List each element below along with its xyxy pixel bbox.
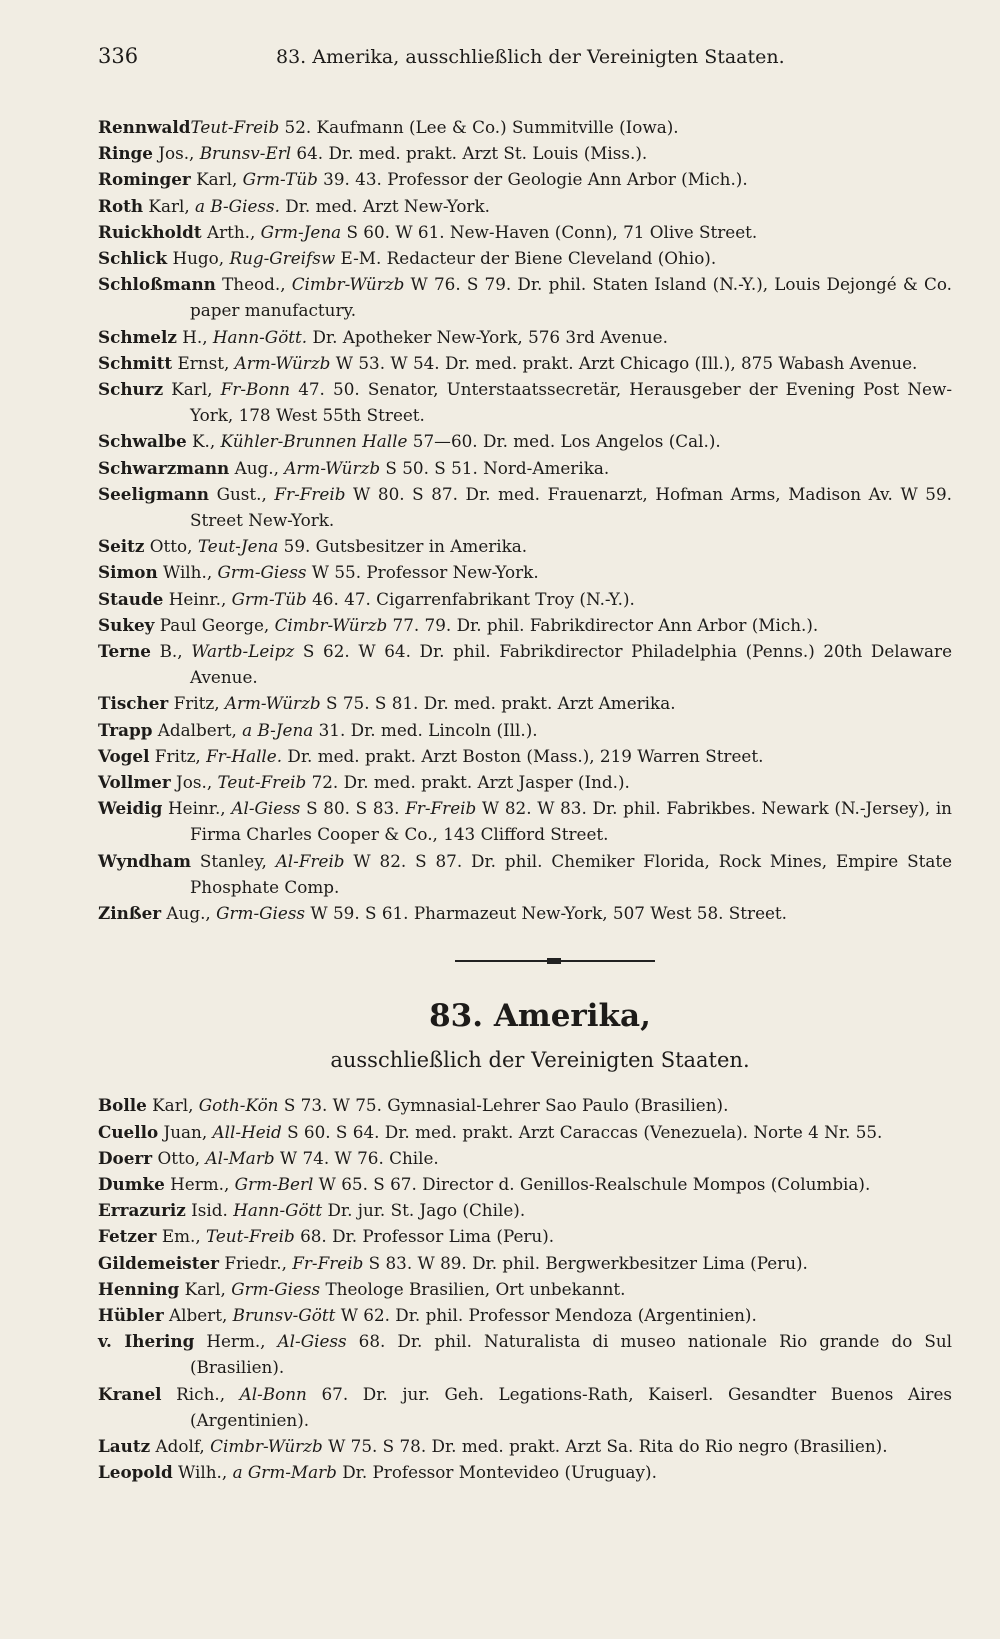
- directory-entry: [98, 1459, 952, 1485]
- entry-text: Adolf,: [150, 1435, 211, 1456]
- entry-name: Schlick: [98, 248, 168, 269]
- entry-name: Sukey: [98, 614, 155, 635]
- entry-text: W 76. S 79. Dr. phil. Staten Island (N.-Y.), Louis Dejongé & Co. paper manufactury.: [190, 274, 952, 321]
- entry-affiliation: Rug-Greifsw: [229, 248, 336, 269]
- entry-affiliation: Teut-Freib: [205, 1226, 295, 1247]
- entry-affiliation: Cimbr-Würzb: [291, 274, 405, 295]
- entry-text: 57—60. Dr. med. Los Angelos (Cal.).: [407, 431, 721, 452]
- directory-entry: [98, 612, 952, 638]
- entry-text: Aug.,: [161, 903, 217, 924]
- entry-name: Doerr: [98, 1147, 153, 1168]
- entry-text: Arth.,: [201, 221, 261, 242]
- directory-entry: [98, 690, 952, 716]
- section-title: 83. Amerika,: [429, 998, 651, 1035]
- entry-text: Paul George,: [154, 614, 275, 635]
- directory-entry: [98, 166, 952, 192]
- running-title: 83. Amerika, ausschließlich der Vereinigten Staaten.: [276, 46, 785, 68]
- entry-text: Hugo,: [167, 248, 230, 269]
- entry-affiliation: Kühler-Brunnen Halle: [220, 431, 408, 452]
- entry-name: Roth: [98, 195, 144, 216]
- directory-entry: [98, 1145, 952, 1171]
- entry-text: Aug.,: [229, 457, 285, 478]
- entry-affiliation: Grm-Tüb: [242, 169, 318, 190]
- entry-name: Ruickholdt: [98, 221, 202, 242]
- entry-text: W 53. W 54. Dr. med. prakt. Arzt Chicago (Ill.), 875 Wabash Avenue.: [330, 352, 918, 373]
- entry-text: Em.,: [156, 1226, 206, 1247]
- entry-name: Schloßmann: [98, 274, 216, 295]
- entry-text: S 73. W 75. Gymnasial-Lehrer Sao Paulo (Brasilien).: [278, 1095, 729, 1116]
- entry-name: Henning: [98, 1278, 180, 1299]
- entry-name: Terne: [98, 641, 151, 662]
- directory-entry: [98, 481, 952, 533]
- entry-text: Dr. Professor Montevideo (Uruguay).: [336, 1462, 657, 1483]
- entry-name: Simon: [98, 562, 158, 583]
- entry-name: Hübler: [98, 1304, 164, 1325]
- directory-entry: [98, 638, 952, 690]
- directory-entry: [98, 1302, 952, 1328]
- entry-name: Staude: [98, 588, 164, 609]
- section-subtitle: ausschließlich der Vereinigten Staaten.: [330, 1048, 750, 1073]
- entry-affiliation: Grm-Jena: [260, 221, 342, 242]
- entry-text: W 74. W 76. Chile.: [274, 1147, 439, 1168]
- page-number: 336: [98, 44, 139, 68]
- directory-entry: [98, 533, 952, 559]
- entry-text: 64. Dr. med. prakt. Arzt St. Louis (Miss.).: [291, 143, 648, 164]
- entry-text: W 65. S 67. Director d. Genillos-Realschule Mompos (Columbia).: [313, 1173, 871, 1194]
- entry-affiliation: Cimbr-Würzb: [274, 614, 388, 635]
- entry-text: Dr. med. Arzt New-York.: [279, 195, 490, 216]
- entry-text: 77. 79. Dr. phil. Fabrikdirector Ann Arbor (Mich.).: [387, 614, 819, 635]
- entry-text: Wilh.,: [172, 1462, 233, 1483]
- entry-text: Karl,: [179, 1278, 232, 1299]
- directory-entry: [98, 271, 952, 323]
- directory-entry: [98, 717, 952, 743]
- entry-name: Bolle: [98, 1095, 147, 1116]
- entry-affiliation: All-Heid: [212, 1121, 282, 1142]
- entry-text: 72. Dr. med. prakt. Arzt Jasper (Ind.).: [306, 772, 630, 793]
- entry-text: Jos.,: [170, 772, 218, 793]
- entry-affiliation: Al-Giess: [231, 798, 301, 819]
- entry-name: Tischer: [98, 693, 169, 714]
- entry-text: 68. Dr. phil. Naturalista di museo nationale Rio grande do Sul (Brasilien).: [190, 1331, 953, 1378]
- entry-affiliation: Grm-Tüb: [231, 588, 307, 609]
- entry-name: Dumke: [98, 1173, 165, 1194]
- entry-affiliation: Wartb-Leipz: [191, 641, 295, 662]
- page-header: [98, 44, 952, 84]
- entry-affiliation: Hann-Gött.: [212, 326, 308, 347]
- entry-affiliation: Fr-Halle.: [206, 745, 283, 766]
- entry-affiliation: a Grm-Marb: [232, 1462, 337, 1483]
- directory-entry: [98, 848, 952, 900]
- entry-text: W 80. S 87. Dr. med. Frauenarzt, Hofman Arms, Madison Av. W 59. Street New-York.: [190, 483, 952, 531]
- entry-affiliation: Brunsv-Gött: [232, 1304, 336, 1325]
- section-entry-list: [98, 1092, 952, 1485]
- entry-text: 47. 50. Senator, Unterstaatssecretär, Herausgeber der Evening Post New-York, 178 West 55th Street.: [190, 379, 953, 426]
- entry-affiliation: Al-Giess: [277, 1331, 347, 1352]
- entry-name: v. Ihering: [98, 1331, 195, 1352]
- entry-text: Dr. med. prakt. Arzt Boston (Mass.), 219 Warren Street.: [282, 745, 764, 766]
- entry-name: Ringe: [98, 143, 153, 164]
- entry-affiliation: Fr-Bonn: [220, 379, 291, 400]
- entry-text: H.,: [176, 326, 213, 347]
- entry-text: Otto,: [144, 536, 198, 557]
- directory-entry: [98, 743, 952, 769]
- section-heading: [98, 998, 952, 1072]
- directory-entry: [98, 769, 952, 795]
- entry-affiliation: Fr-Freib: [405, 798, 477, 819]
- entry-text: Karl,: [146, 1095, 199, 1116]
- entry-text: Dr. jur. St. Jago (Chile).: [322, 1200, 526, 1221]
- entry-name: Gildemeister: [98, 1252, 220, 1273]
- entry-affiliation: Fr-Freib: [292, 1252, 364, 1273]
- entry-name: Kranel: [98, 1383, 162, 1404]
- directory-entry: [98, 455, 952, 481]
- entry-name: Seeligmann: [98, 483, 209, 504]
- entry-name: Wyndham: [98, 850, 191, 871]
- directory-entry: [98, 1433, 952, 1459]
- entry-text: S 83. W 89. Dr. phil. Bergwerkbesitzer Lima (Peru).: [363, 1252, 808, 1273]
- entry-name: Trapp: [98, 719, 153, 740]
- entry-affiliation: Arm-Würzb: [224, 693, 321, 714]
- entry-affiliation: Grm-Giess: [216, 903, 306, 924]
- directory-entry: [98, 1119, 952, 1145]
- entry-text: Juan,: [158, 1121, 213, 1142]
- directory-entry: [98, 114, 952, 140]
- entry-affiliation: Grm-Giess: [231, 1278, 321, 1299]
- entry-text: B.,: [150, 641, 192, 662]
- section-divider: [455, 960, 655, 962]
- directory-entry: [98, 1381, 952, 1433]
- entry-text: 39. 43. Professor der Geologie Ann Arbor (Mich.).: [317, 169, 748, 190]
- entry-affiliation: Al-Marb: [205, 1147, 275, 1168]
- entry-name: Lautz: [98, 1435, 151, 1456]
- entry-affiliation: Arm-Würzb: [234, 352, 331, 373]
- directory-entry: [98, 1250, 952, 1276]
- entry-text: Otto,: [152, 1147, 206, 1168]
- entry-name: Schwalbe: [98, 431, 187, 452]
- entry-text: Isid.: [185, 1200, 234, 1221]
- entry-text: W 62. Dr. phil. Professor Mendoza (Argentinien).: [335, 1304, 757, 1325]
- directory-entry: [98, 559, 952, 585]
- directory-entry: [98, 586, 952, 612]
- entry-name: Vogel: [98, 745, 150, 766]
- entry-text: Herm.,: [194, 1331, 278, 1352]
- entry-text: 46. 47. Cigarrenfabrikant Troy (N.-Y.).: [306, 588, 635, 609]
- entry-text: W 55. Professor New-York.: [306, 562, 539, 583]
- entry-affiliation: Al-Freib: [275, 850, 345, 871]
- entry-text: Albert,: [163, 1304, 233, 1325]
- entry-text: Adalbert,: [152, 719, 243, 740]
- entry-affiliation: Teut-Freib: [190, 117, 280, 137]
- directory-entry: [98, 140, 952, 166]
- entry-text: K.,: [186, 431, 221, 452]
- entry-text: S 62. W 64. Dr. phil. Fabrikdirector Philadelphia (Penns.) 20th Delaware Avenue.: [190, 641, 952, 688]
- entry-text: Herm.,: [164, 1173, 235, 1194]
- entry-affiliation: Cimbr-Würzb: [210, 1435, 323, 1456]
- entry-text: Dr. Apotheker New-York, 576 3rd Avenue.: [307, 326, 668, 347]
- entry-list: [98, 114, 952, 926]
- entry-name: Schurz: [98, 379, 164, 400]
- entry-affiliation: Arm-Würzb: [284, 457, 381, 478]
- entry-text: Wilh.,: [157, 562, 218, 583]
- divider-mark: [547, 958, 561, 964]
- entry-name: Zinßer: [98, 903, 162, 924]
- entry-text: Theologe Brasilien, Ort unbekannt.: [320, 1278, 626, 1299]
- entry-affiliation: Grm-Giess: [217, 562, 307, 583]
- entry-text: Rich.,: [161, 1383, 240, 1404]
- entry-affiliation: Teut-Freib: [217, 772, 307, 793]
- entry-name: Leopold: [98, 1462, 173, 1483]
- directory-entry: [98, 795, 952, 847]
- entry-name: Schmitt: [98, 352, 173, 373]
- entry-text: Karl,: [143, 195, 196, 216]
- entry-text: Heinr.,: [163, 588, 232, 609]
- entry-text: E-M. Redacteur der Biene Cleveland (Ohio).: [335, 248, 717, 269]
- entry-text: W 59. S 61. Pharmazeut New-York, 507 West 58. Street.: [305, 903, 788, 924]
- entry-text: Jos.,: [152, 143, 200, 164]
- entry-name: Cuello: [98, 1121, 159, 1142]
- directory-entry: [98, 1171, 952, 1197]
- directory-entry: [98, 1092, 952, 1118]
- directory-entry: [98, 1197, 952, 1223]
- entry-name: Seitz: [98, 536, 145, 557]
- entry-affiliation: Fr-Freib: [274, 483, 346, 504]
- entry-text: 31. Dr. med. Lincoln (Ill.).: [313, 719, 538, 740]
- entry-text: S 60. W 61. New-Haven (Conn), 71 Olive Street.: [341, 221, 758, 242]
- entry-name: Weidig: [98, 798, 163, 819]
- entry-text: S 80. S 83.: [300, 798, 406, 819]
- entry-text: 52. Kaufmann (Lee & Co.) Summitville (Iowa).: [279, 117, 679, 137]
- entry-text: Gust.,: [209, 483, 275, 504]
- entry-text: W 75. S 78. Dr. med. prakt. Arzt Sa. Rita do Rio negro (Brasilien).: [322, 1435, 888, 1456]
- entry-text: Theod.,: [215, 274, 292, 295]
- entry-text: Stanley,: [191, 850, 276, 871]
- entry-affiliation: Teut-Jena: [197, 536, 279, 557]
- entry-name: Schmelz: [98, 326, 177, 347]
- entry-affiliation: Goth-Kön: [198, 1095, 279, 1116]
- entry-text: W 82. S 87. Dr. phil. Chemiker Florida, Rock Mines, Empire State Phosphate Comp.: [190, 850, 952, 897]
- entry-text: Friedr.,: [219, 1252, 293, 1273]
- entry-text: S 50. S 51. Nord-Amerika.: [380, 457, 610, 478]
- entry-affiliation: Brunsv-Erl: [199, 143, 292, 164]
- entry-affiliation: a B-Jena: [242, 719, 314, 740]
- entry-text: 67. Dr. jur. Geh. Legations-Rath, Kaiserl. Gesandter Buenos Aires (Argentinien).: [190, 1383, 952, 1430]
- entry-name: Rominger: [98, 169, 191, 190]
- entry-text: Karl,: [163, 379, 221, 400]
- entry-text: Fritz,: [149, 745, 207, 766]
- entry-text: 59. Gutsbesitzer in Amerika.: [278, 536, 528, 557]
- directory-entry: [98, 350, 952, 376]
- entry-text: Heinr.,: [162, 798, 232, 819]
- entry-name: Schwarzmann: [98, 457, 230, 478]
- directory-entry: [98, 1276, 952, 1302]
- entry-affiliation: Grm-Berl: [234, 1173, 314, 1194]
- entry-name: Errazuriz: [98, 1200, 186, 1221]
- entry-affiliation: a B-Giess.: [195, 195, 280, 216]
- directory-entry: [98, 1328, 952, 1380]
- directory-entry: [98, 900, 952, 926]
- entry-text: Ernst,: [172, 352, 235, 373]
- entry-text: Fritz,: [168, 693, 225, 714]
- entry-text: S 60. S 64. Dr. med. prakt. Arzt Caraccas (Venezuela). Norte 4 Nr. 55.: [281, 1121, 883, 1142]
- entry-text: Karl,: [190, 169, 243, 190]
- entry-text: S 75. S 81. Dr. med. prakt. Arzt Amerika.: [320, 693, 676, 714]
- directory-entry: [98, 193, 952, 219]
- entry-name: Fetzer: [98, 1226, 157, 1247]
- entry-text: 68. Dr. Professor Lima (Peru).: [294, 1226, 555, 1247]
- directory-entry: [98, 376, 952, 428]
- directory-entry: [98, 219, 952, 245]
- entry-affiliation: Al-Bonn: [239, 1383, 307, 1404]
- directory-entry: [98, 428, 952, 454]
- directory-entry: [98, 1223, 952, 1249]
- directory-entry: [98, 245, 952, 271]
- entry-name: Vollmer: [98, 772, 171, 793]
- entry-name: Rennwald: [98, 117, 191, 137]
- entry-text: W 82. W 83. Dr. phil. Fabrikbes. Newark (N.-Jersey), in Firma Charles Cooper & Co., 143 Clifford Street.: [190, 798, 952, 845]
- directory-entry: [98, 324, 952, 350]
- entry-affiliation: Hann-Gött: [233, 1200, 323, 1221]
